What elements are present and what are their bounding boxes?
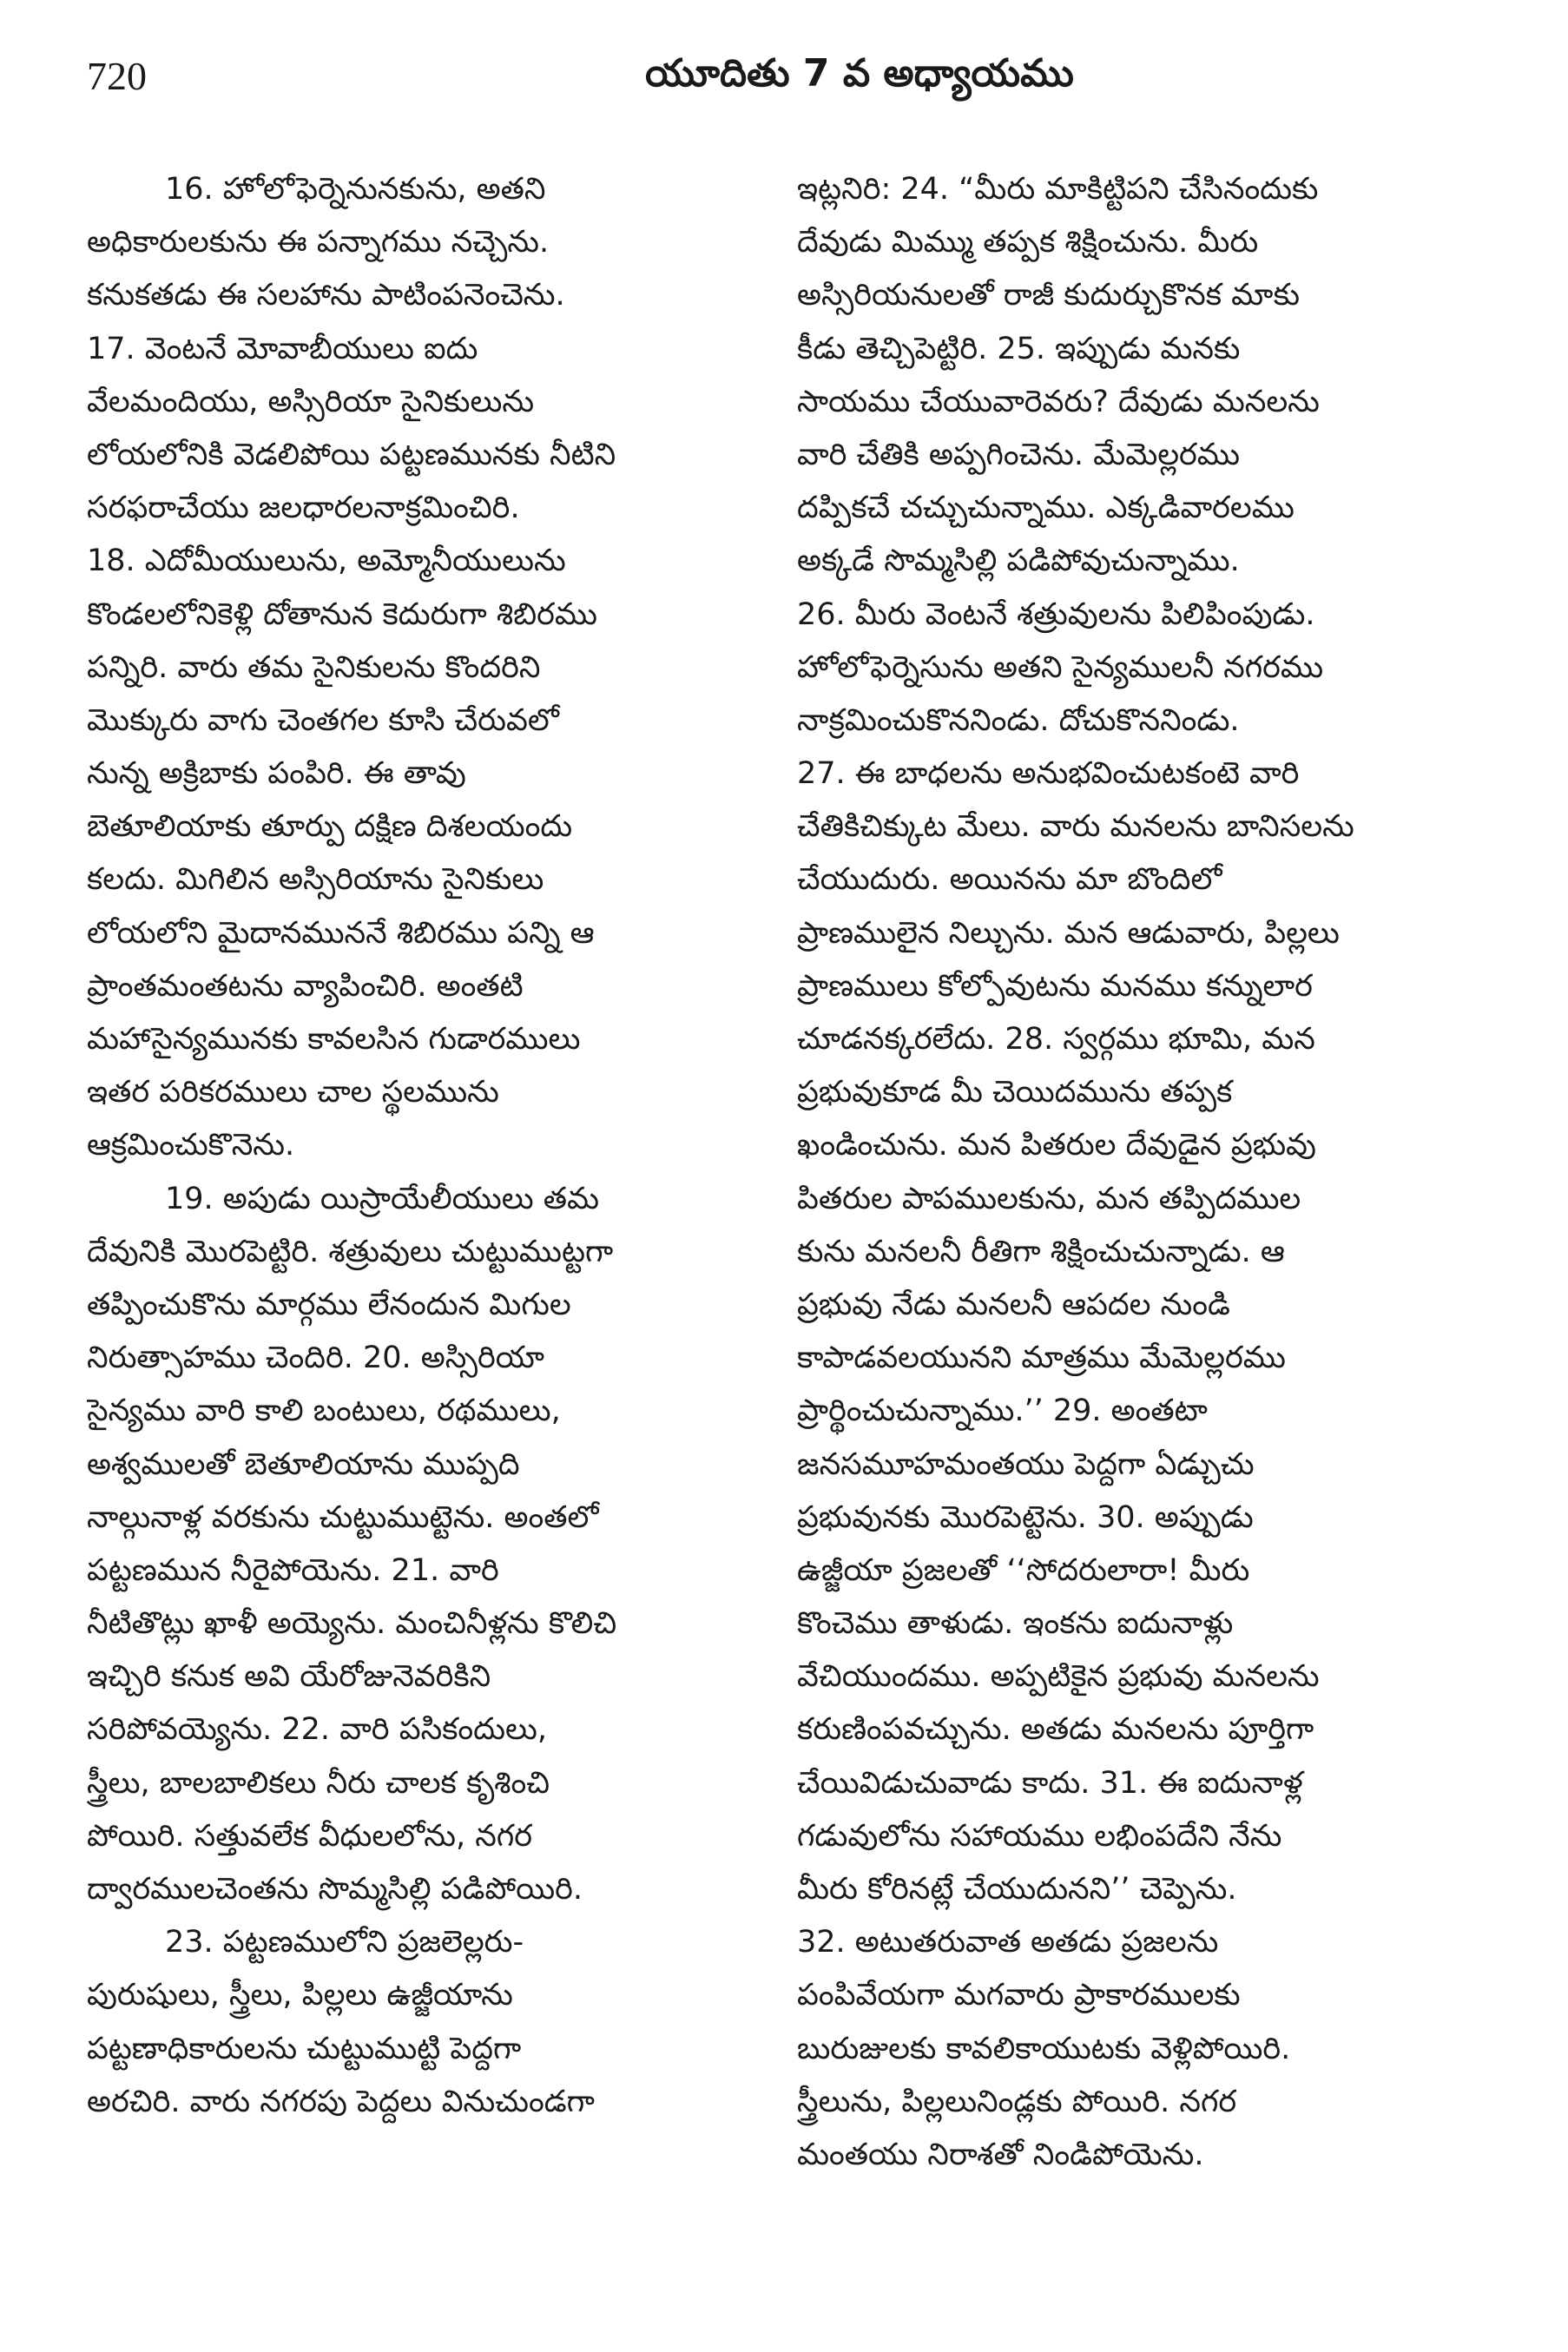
text-line: 32. అటుతరువాత అతడు ప్రజలను — [797, 1925, 1219, 1960]
text-line: దేవునికి మొరపెట్టిరి. శత్రువులు చుట్టుముట్టగా — [87, 1234, 614, 1269]
text-line: కలదు. మిగిలిన అస్సిరియాను సైనికులు — [87, 862, 544, 898]
text-line: చేయివిడుచువాడు కాదు. 31. ఈ ఐదునాళ్ల — [797, 1765, 1303, 1801]
text-line: మీరు కోరినట్లే చేయుదునని’’ చెప్పెను. — [797, 1872, 1237, 1907]
text-line: చూడనక్కరలేదు. 28. స్వర్గము భూమి, మన — [797, 1022, 1315, 1057]
text-line: సైన్యము వారి కాలి బంటులు, రథములు, — [87, 1393, 561, 1429]
text-line: 16. హోలోఫెర్నెనునకును, అతని — [165, 172, 546, 207]
text-line: స్త్రీలును, పిల్లలునిండ్లకు పోయిరి. నగర — [797, 2084, 1237, 2119]
text-line: ఇచ్చిరి కనుక అవి యేరోజునెవరికిని — [87, 1659, 491, 1695]
text-line: ఖండించును. మన పితరుల దేవుడైన ప్రభువు — [797, 1128, 1316, 1163]
text-line: ప్రాణములు కోల్పోవుటను మనము కన్నులార — [797, 968, 1313, 1004]
text-line: ద్వారములచెంతను సొమ్మసిల్లి పడిపోయిరి. — [87, 1872, 583, 1907]
text-line: కీడు తెచ్చిపెట్టిరి. 25. ఇప్పుడు మనకు — [797, 331, 1241, 366]
text-line: పురుషులు, స్త్రీలు, పిల్లలు ఉజ్జీయాను — [87, 1978, 513, 2013]
text-line: లోయలోనికి వెడలిపోయి పట్టణమునకు నీటిని — [87, 437, 616, 472]
text-line: గడువులోను సహాయము లభింపదేని నేను — [797, 1818, 1282, 1854]
text-line: ఇతర పరికరములు చాల స్థలమును — [87, 1075, 499, 1110]
text-line: హోలోఫెర్నెసును అతని సైన్యములనీ నగరము — [797, 649, 1324, 685]
text-line: మంతయు నిరాశతో నిండిపోయెను. — [797, 2137, 1204, 2172]
text-line: వారి చేతికి అప్పగించెను. మేమెల్లరము — [797, 437, 1240, 472]
text-line: కొంచెము తాళుడు. ఇంకను ఐదునాళ్లు — [797, 1606, 1234, 1642]
text-line: కనుకతడు ఈ సలహాను పాటింపనెంచెను. — [87, 278, 565, 313]
text-line: 17. వెంటనే మోవాబీయులు ఐదు — [87, 331, 478, 366]
text-line: 23. పట్టణములోని ప్రజలెల్లరు- — [165, 1925, 524, 1960]
page-number: 720 — [87, 54, 147, 98]
text-line: ప్రాంతమంతటను వ్యాపించిరి. అంతటి — [87, 968, 524, 1004]
text-line: నాక్రమించుకొననిండు. దోచుకొననిండు. — [797, 702, 1240, 738]
text-line: పోయిరి. సత్తువలేక వీధులలోను, నగర — [87, 1818, 532, 1854]
text-line: కాపాడవలయునని మాత్రము మేమెల్లరము — [797, 1341, 1286, 1376]
text-line: పంపివేయగా మగవారు ప్రాకారములకు — [797, 1978, 1241, 2013]
text-line: అస్సిరియనులతో రాజీ కుదుర్చుకొనక మాకు — [797, 278, 1301, 313]
text-line: చేతికిచిక్కుట మేలు. వారు మనలను బానిసలను — [797, 809, 1354, 845]
text-line: పట్టణమున నీరైపోయెను. 21. వారి — [87, 1552, 499, 1588]
running-title: యూదితు 7 వ అధ్యాయము — [645, 51, 1074, 96]
text-line: ఇట్లనిరి: 24. “మీరు మాకిట్టిపని చేసినందుకు — [797, 172, 1319, 207]
text-line: ప్రాణములైన నిల్చును. మన ఆడువారు, పిల్లలు — [797, 915, 1340, 951]
text-line: నిరుత్సాహము చెందిరి. 20. అస్సిరియా — [87, 1341, 545, 1376]
text-line: దేవుడు మిమ్ము తప్పక శిక్షించును. మీరు — [797, 225, 1259, 260]
text-line: బెతూలియాకు తూర్పు దక్షిణ దిశలయందు — [87, 809, 573, 845]
text-line: 27. ఈ బాధలను అనుభవించుటకంటె వారి — [797, 756, 1300, 792]
right-text-column — [797, 163, 1453, 2182]
text-line: ఆక్రమించుకొనెను. — [87, 1128, 295, 1163]
text-line: అరచిరి. వారు నగరపు పెద్దలు వినుచుండగా — [87, 2084, 595, 2119]
text-line: 18. ఎదోమీయులును, అమ్మోనీయులును — [87, 544, 566, 579]
text-line: ప్రభువుకూడ మీ చెయిదమును తప్పక — [797, 1075, 1233, 1110]
text-line: చేయుదురు. అయినను మా బొందిలో — [797, 862, 1222, 898]
left-text-column — [87, 163, 742, 2129]
text-line: అధికారులకును ఈ పన్నాగము నచ్చెను. — [87, 225, 550, 260]
text-line: లోయలోని మైదానముననే శిబిరము పన్ని ఆ — [87, 915, 595, 951]
text-line: మొక్కురు వాగు చెంతగల కూసి చేరువలో — [87, 702, 559, 738]
text-line: ప్రభువు నేడు మనలనీ ఆపదల నుండి — [797, 1287, 1230, 1322]
text-line: స్త్రీలు, బాలబాలికలు నీరు చాలక కృశించి — [87, 1765, 550, 1801]
text-line: కొండలలోనికెళ్లి దోతానున కెదురుగా శిబిరము — [87, 596, 597, 632]
text-line: నున్న అక్రిబాకు పంపిరి. ఈ తావు — [87, 756, 466, 792]
text-line: కరుణింపవచ్చును. అతడు మనలను పూర్తిగా — [797, 1712, 1314, 1748]
text-line: బురుజులకు కావలికాయుటకు వెళ్లిపోయిరి. — [797, 2031, 1291, 2066]
text-line: నాల్గునాళ్ల వరకును చుట్టుముట్టెను. అంతలో — [87, 1499, 599, 1535]
text-line: అక్కడే సొమ్మసిల్లి పడిపోవుచున్నాము. — [797, 544, 1240, 579]
text-line: తప్పించుకొను మార్గము లేనందున మిగుల — [87, 1287, 571, 1322]
text-line: ప్రార్థించుచున్నాము.’’ 29. అంతటా — [797, 1393, 1208, 1429]
text-line: సాయము చేయువారెవరు? దేవుడు మనలను — [797, 384, 1320, 419]
text-line: 26. మీరు వెంటనే శత్రువులను పిలిపింపుడు. — [797, 596, 1315, 632]
text-line: సరఫరాచేయు జలధారలనాక్రమించిరి. — [87, 491, 520, 526]
text-line: కును మనలనీ రీతిగా శిక్షించుచున్నాడు. ఆ — [797, 1234, 1285, 1269]
text-line: దప్పికచే చచ్చుచున్నాము. ఎక్కడివారలము — [797, 491, 1295, 526]
text-line: పట్టణాధికారులను చుట్టుముట్టి పెద్దగా — [87, 2031, 522, 2066]
text-line: నీటితొట్లు ఖాళీ అయ్యెను. మంచినీళ్లను కొలిచి — [87, 1606, 617, 1642]
text-line: సరిపోవయ్యెను. 22. వారి పసికందులు, — [87, 1712, 548, 1748]
text-line: జనసమూహమంతయు పెద్దగా ఏడ్చుచు — [797, 1446, 1255, 1482]
text-line: ఉజ్జీయా ప్రజలతో ‘‘సోదరులారా! మీరు — [797, 1552, 1250, 1588]
text-line: 19. అపుడు యిస్రాయేలీయులు తమ — [165, 1181, 600, 1216]
text-line: మహాసైన్యమునకు కావలసిన గుడారములు — [87, 1022, 581, 1057]
text-line: పన్నిరి. వారు తమ సైనికులను కొందరిని — [87, 649, 541, 685]
text-line: అశ్వములతో బెతూలియాను ముప్పది — [87, 1446, 520, 1482]
text-line: వేలమందియు, అస్సిరియా సైనికులును — [87, 384, 535, 419]
text-line: ప్రభువునకు మొరపెట్టెను. 30. అప్పుడు — [797, 1499, 1254, 1535]
text-line: వేచియుందము. అప్పటికైన ప్రభువు మనలను — [797, 1659, 1320, 1695]
text-line: పితరుల పాపములకును, మన తప్పిదముల — [797, 1181, 1301, 1216]
